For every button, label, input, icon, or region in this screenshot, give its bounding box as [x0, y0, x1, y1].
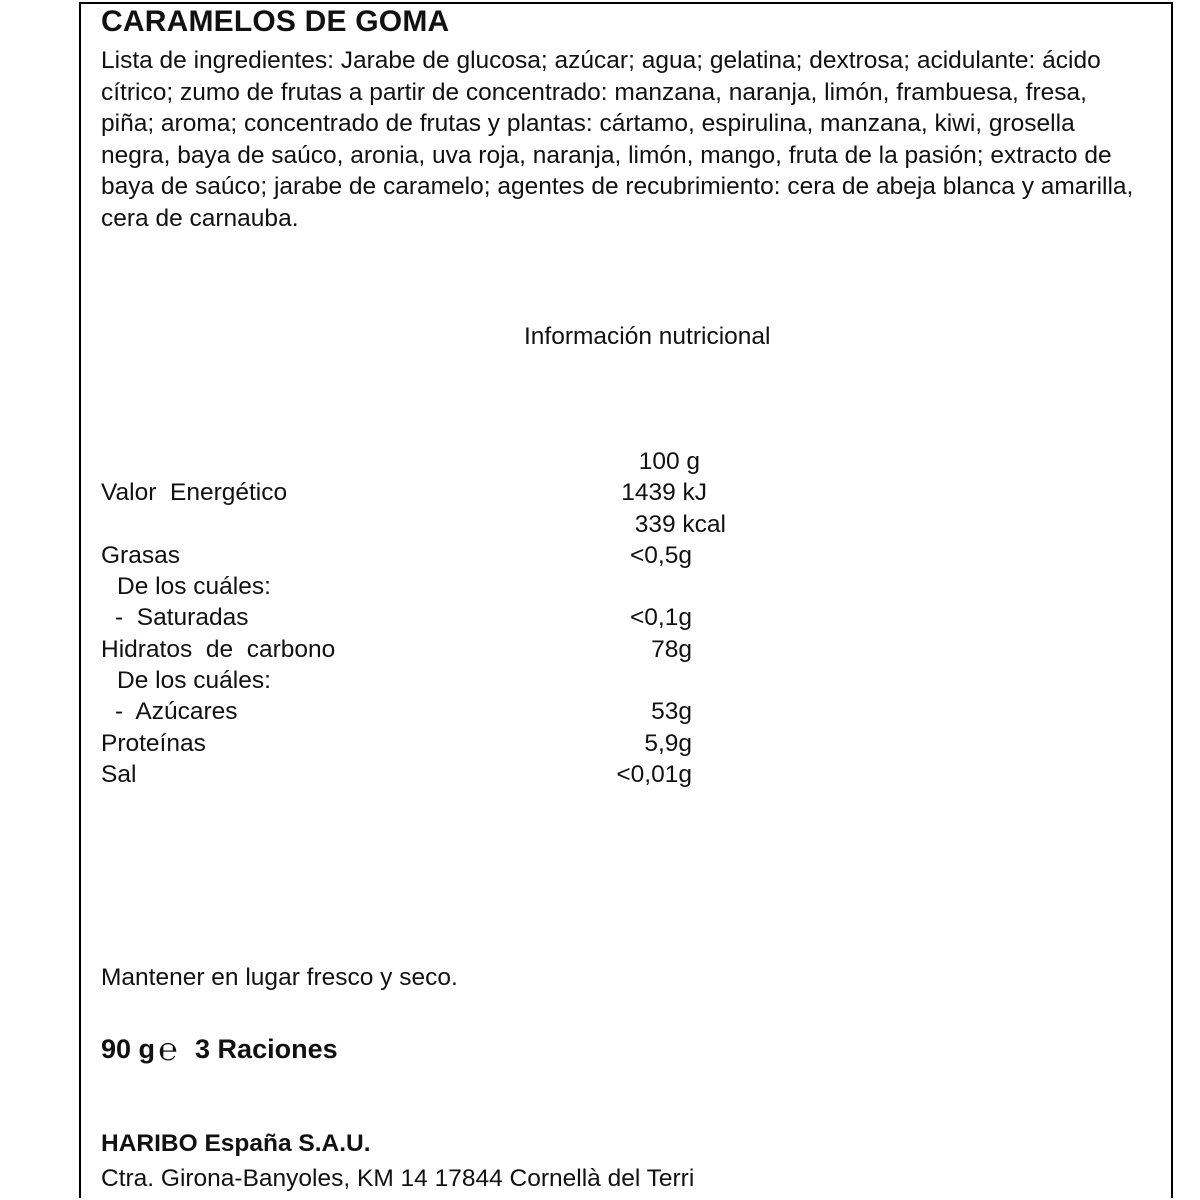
- nutrition-label: Sal: [101, 760, 137, 788]
- nutrition-table: [101, 446, 801, 790]
- nutrition-value: <0,01g: [616, 760, 692, 788]
- nutrition-value: 339 kcal: [634, 510, 726, 538]
- nutrition-row-energy-kj: [101, 477, 801, 508]
- nutrition-row-carb-subheading: [101, 665, 801, 696]
- nutrition-row-energy-kcal: [101, 509, 801, 540]
- storage-instructions: Mantener en lugar fresco y seco.: [101, 964, 458, 991]
- nutrition-row-saturated: [101, 602, 801, 633]
- nutrition-label: Hidratos de carbono: [101, 635, 336, 663]
- nutrition-value: 1439 kJ: [621, 479, 707, 507]
- nutrition-row-salt: [101, 759, 801, 790]
- nutrition-value: 5,9g: [644, 729, 692, 757]
- nutrition-header-row: [101, 446, 801, 477]
- ingredients-list: Lista de ingredientes: Jarabe de glucosa; azúcar; agua; gelatina; dextrosa; acidulante: ácido cítrico; zumo de frutas a partir de concentrado: manzana, naranja, limón, frambuesa, fresa, piña; aroma; concentrado de frutas y plantas: cártamo, espirulina, manzana, kiwi, grosella negra, baya de saúco, aronia, uva roja, naranja, limón, mango, fruta de la pasión; extracto de baya de saúco; jarabe de caramelo; agentes de recubrimiento: cera de abeja blanca y amarilla, cera de carnauba.: [101, 47, 1134, 232]
- per-100g-header: 100 g: [638, 448, 700, 475]
- nutrition-label: Proteínas: [101, 729, 206, 757]
- nutrition-label: Grasas: [101, 541, 180, 569]
- nutrition-label: - Saturadas: [115, 604, 249, 632]
- estimated-sign-icon: ℮: [158, 1031, 178, 1067]
- nutrition-row-protein: [101, 728, 801, 759]
- nutrition-heading: Información nutricional: [524, 323, 771, 350]
- nutrition-row-fat: [101, 540, 801, 571]
- company-address: Ctra. Girona-Banyoles, KM 14 17844 Cornellà del Terri: [101, 1165, 695, 1192]
- net-weight-line: [101, 1033, 338, 1065]
- net-weight: 90 g: [101, 1034, 156, 1064]
- nutrition-value: 53g: [651, 698, 692, 726]
- nutrition-value: 78g: [651, 635, 692, 663]
- nutrition-label: De los cuáles:: [117, 573, 271, 601]
- nutrition-value: <0,5g: [630, 541, 692, 569]
- portions: 3 Raciones: [195, 1034, 338, 1064]
- nutrition-label: Valor Energético: [101, 479, 288, 507]
- nutrition-label: De los cuáles:: [117, 667, 271, 695]
- nutrition-value: <0,1g: [630, 604, 692, 632]
- nutrition-row-sugars: [101, 696, 801, 727]
- company-name: HARIBO España S.A.U.: [101, 1130, 371, 1157]
- product-title: CARAMELOS DE GOMA: [101, 5, 450, 38]
- nutrition-row-carbohydrates: [101, 634, 801, 665]
- nutrition-row-fat-subheading: [101, 571, 801, 602]
- nutrition-label: - Azúcares: [115, 698, 238, 726]
